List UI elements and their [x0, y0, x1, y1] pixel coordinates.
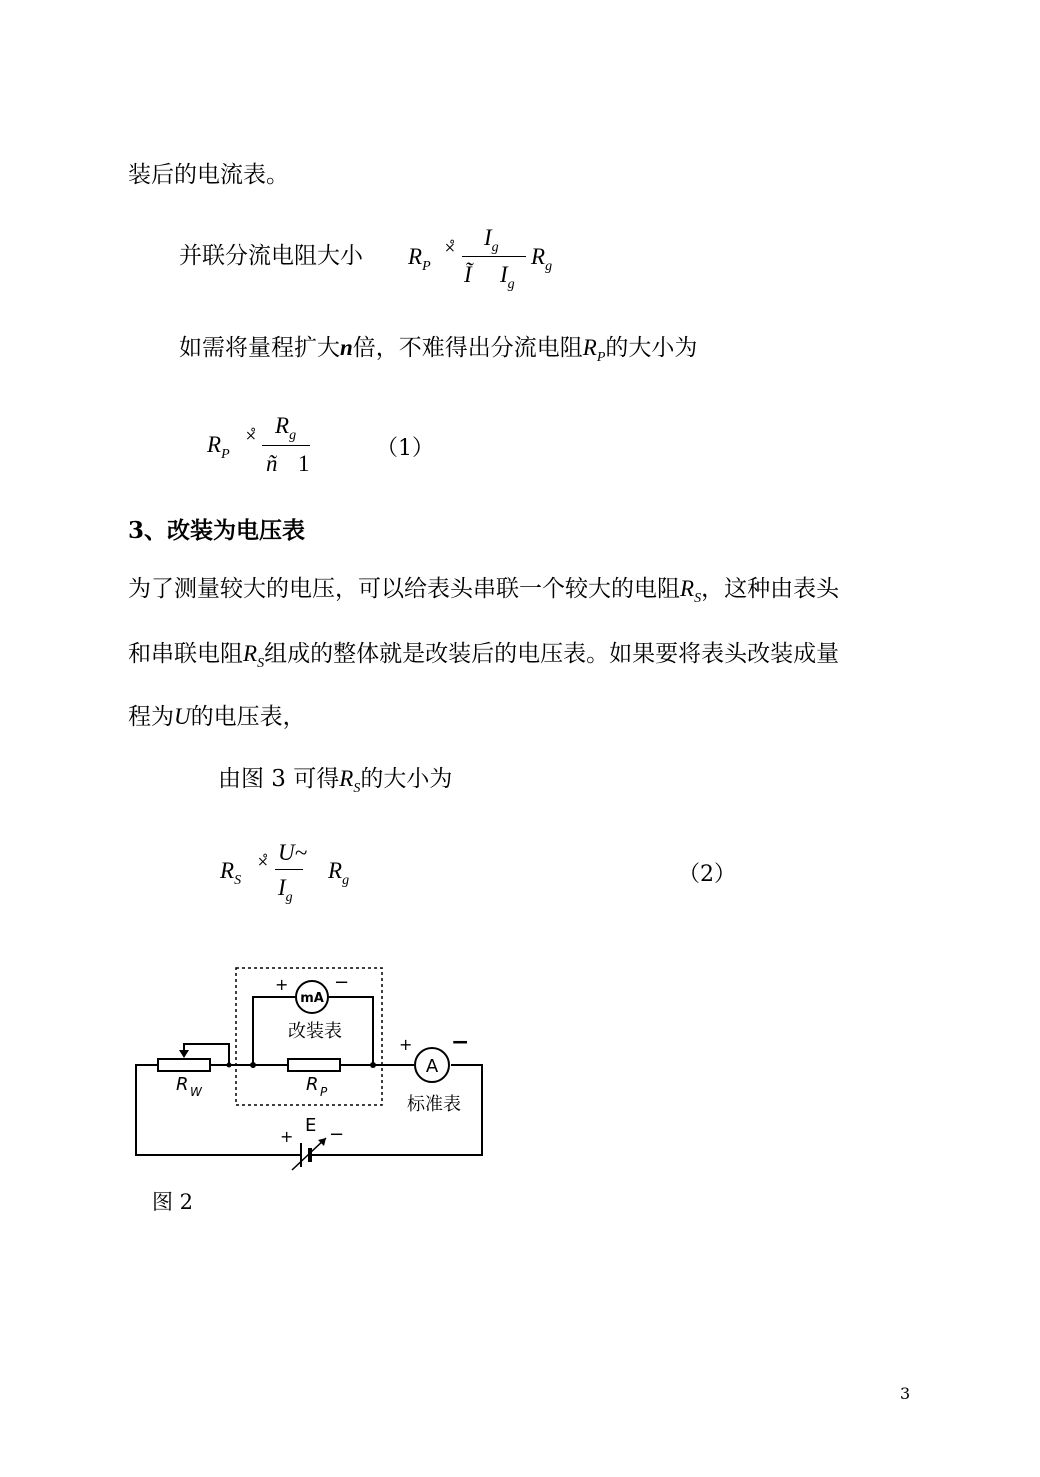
figure-caption: 图 2 [152, 1190, 194, 1214]
rw-sub: W [190, 1085, 202, 1099]
modified-meter-label: 改装表 [288, 1021, 342, 1042]
source-minus: − [329, 1124, 345, 1145]
text-from-figure: 由图 3 可得$R_S$的大小为 [218, 766, 453, 796]
eq1-tag: （1） [376, 436, 434, 461]
shunt-resistor-rp [288, 1059, 340, 1071]
text-voltage-line-1: 为了测量较大的电压，可以给表头串联一个较大的电阻$R_S$，这种由表头 [128, 576, 840, 606]
rheostat-rw [158, 1059, 210, 1071]
source-label: E [305, 1115, 317, 1136]
shunt-numerator: $I_g$ [484, 225, 499, 255]
ammeter-minus: − [451, 1030, 470, 1055]
ma-minus: − [334, 972, 350, 993]
standard-meter-label: 标准表 [407, 1094, 461, 1115]
section-heading: 3、改装为电压表 [128, 517, 306, 544]
eq1-relation-glyph: ×̊ [245, 428, 257, 444]
text-range-n: 如需将量程扩大n倍，不难得出分流电阻$R_P$的大小为 [179, 335, 698, 365]
eq2-relation-glyph: ×̊ [257, 854, 269, 870]
wire-left-bottom [136, 1065, 301, 1155]
eq2-denominator: $I_g$ [278, 875, 293, 905]
eq2-numerator: U~ [278, 840, 308, 865]
text-voltage-line-3: 程为U的电压表， [128, 704, 306, 730]
shunt-denominator-b: $I_g$ [500, 262, 515, 292]
shunt-formula-lhs: $R_P$ [408, 244, 431, 274]
ammeter-label: A [425, 1056, 439, 1077]
ma-label: mA [300, 991, 324, 1006]
text-line-1: 装后的电流表。 [128, 162, 289, 188]
page-number: 3 [900, 1384, 911, 1403]
ma-plus: + [275, 975, 289, 994]
eq1-numerator: $R_g$ [275, 413, 297, 443]
eq1-denominator-b: 1 [298, 451, 310, 476]
rp-sub: P [320, 1085, 328, 1099]
eq2-tag: （2） [678, 862, 736, 887]
text-voltage-line-2: 和串联电阻$R_S$组成的整体就是改装后的电压表。如果要将表头改装成量 [128, 641, 840, 671]
eq2-minus-term: $R_g$ [328, 858, 350, 888]
relation-glyph: ×̊ [444, 240, 456, 256]
shunt-formula-rhs: $R_g$ [531, 244, 553, 274]
eq1-denominator-a: ñ [266, 451, 278, 476]
ammeter-plus: + [399, 1035, 413, 1054]
shunt-formula-label: 并联分流电阻大小 [179, 243, 363, 269]
rw-label: R [176, 1074, 189, 1095]
eq1-lhs: $R_P$ [207, 432, 230, 462]
source-plus: + [280, 1127, 294, 1146]
shunt-denominator-a: Ĩ [464, 262, 472, 287]
eq2-lhs: $R_S$ [220, 858, 242, 888]
rp-label: R [306, 1074, 319, 1095]
